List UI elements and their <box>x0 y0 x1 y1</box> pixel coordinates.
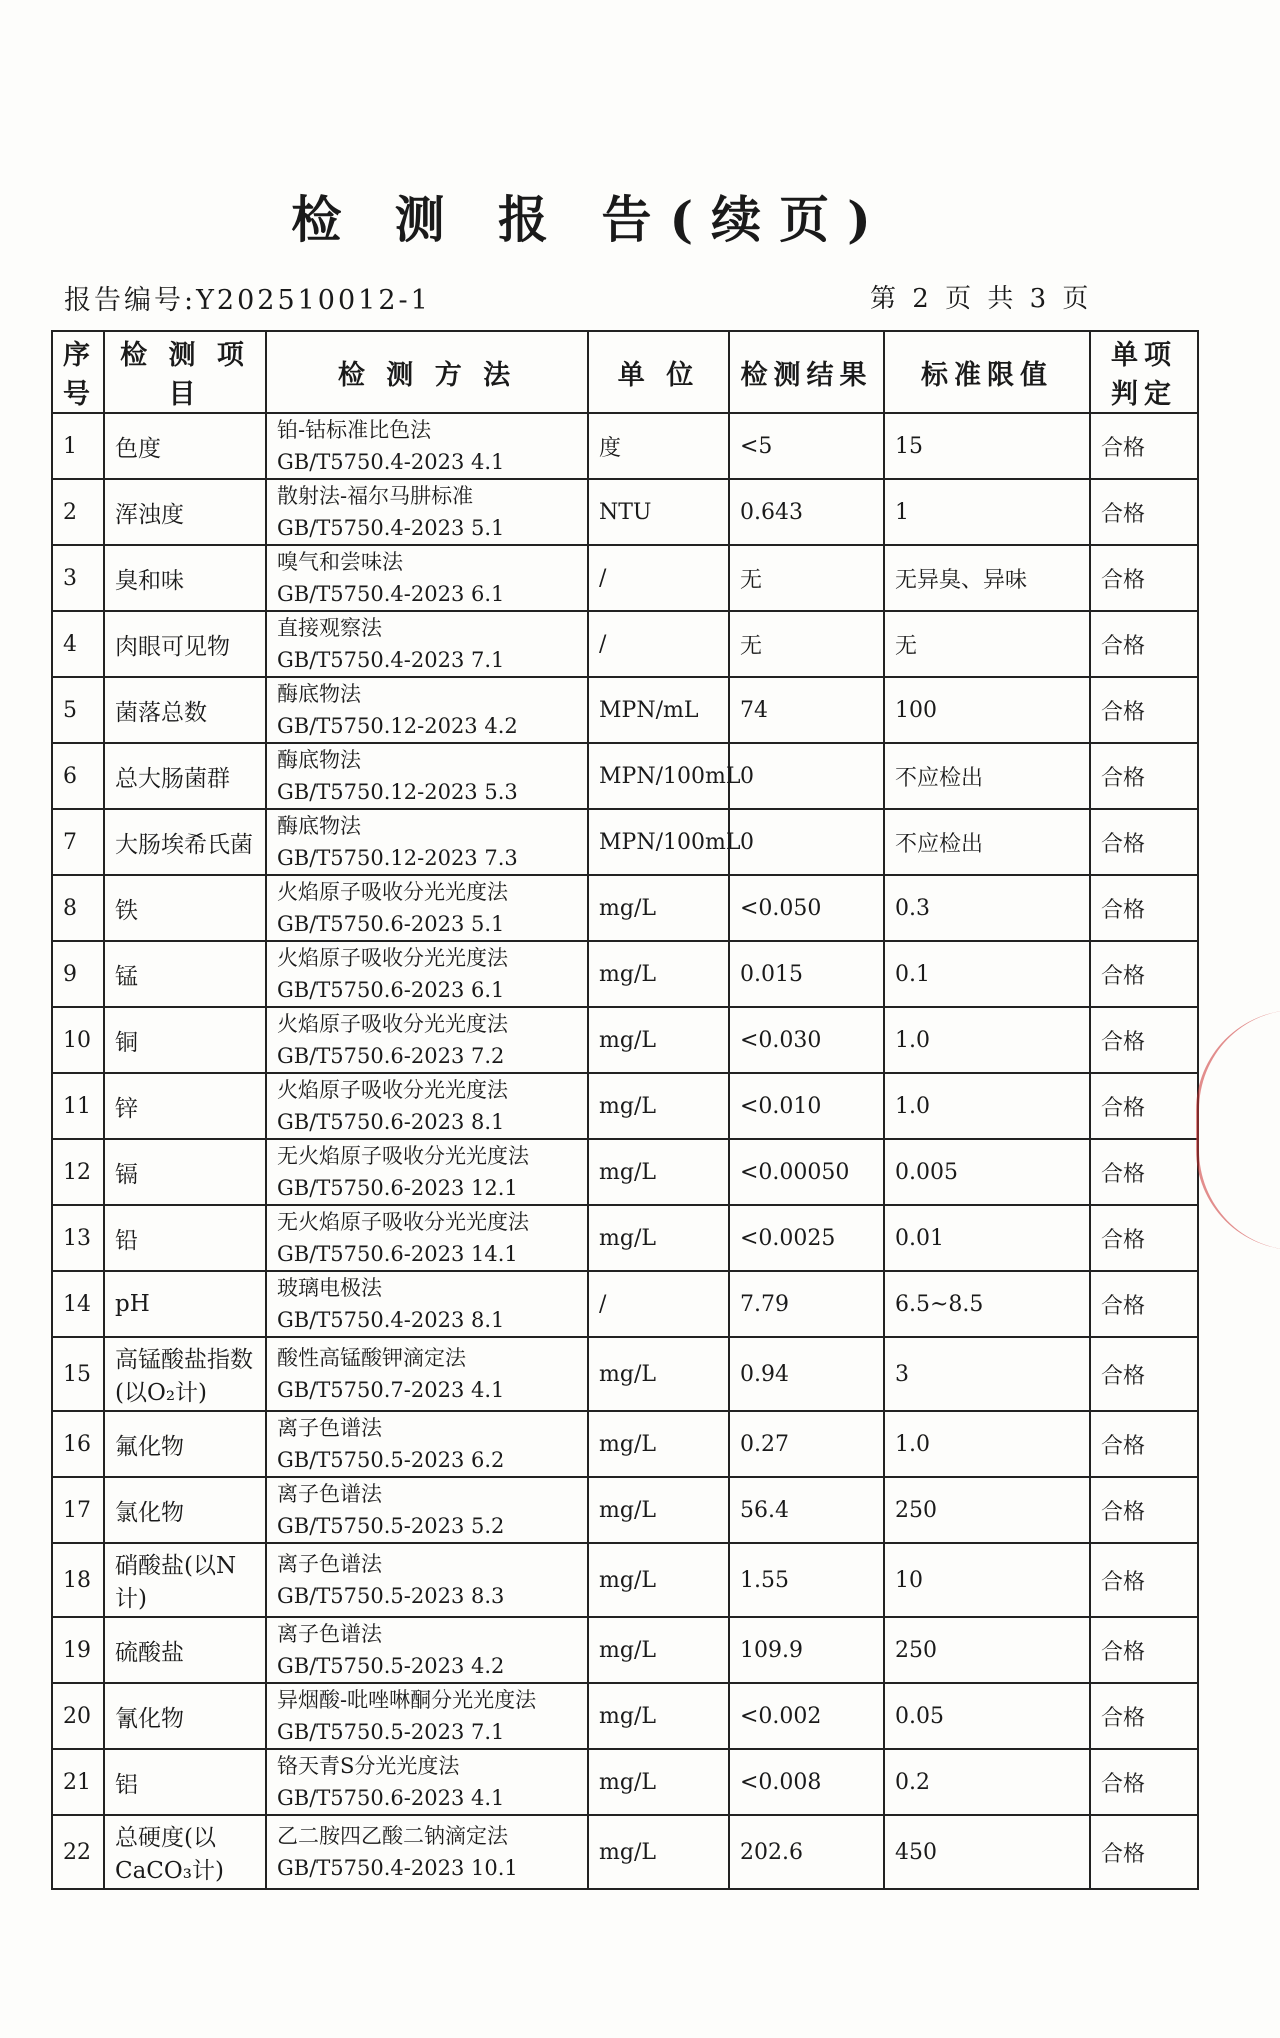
cell-item: 铁 <box>104 875 266 941</box>
cell-judge: 合格 <box>1090 1271 1198 1337</box>
col-header-limit: 标准限值 <box>884 331 1090 413</box>
table-row <box>52 1477 1198 1543</box>
cell-result: <0.050 <box>729 875 884 941</box>
cell-no: 9 <box>52 941 104 1007</box>
table-row <box>52 1073 1198 1139</box>
col-header-item: 检 测 项 目 <box>104 331 266 413</box>
cell-method <box>266 1543 588 1617</box>
method-standard: GB/T5750.5-2023 8.3 <box>277 1584 505 1608</box>
cell-method <box>266 413 588 479</box>
cell-no: 7 <box>52 809 104 875</box>
method-standard: GB/T5750.6-2023 4.1 <box>277 1786 505 1810</box>
table-row <box>52 809 1198 875</box>
method-name: 离子色谱法 <box>277 1552 382 1576</box>
cell-unit: / <box>588 545 729 611</box>
table-row <box>52 1271 1198 1337</box>
cell-unit: mg/L <box>588 1139 729 1205</box>
cell-limit: 不应检出 <box>884 809 1090 875</box>
cell-item: 浑浊度 <box>104 479 266 545</box>
table-row <box>52 611 1198 677</box>
cell-unit: mg/L <box>588 1543 729 1617</box>
method-standard: GB/T5750.5-2023 5.2 <box>277 1514 505 1538</box>
cell-judge: 合格 <box>1090 941 1198 1007</box>
cell-item: 硫酸盐 <box>104 1617 266 1683</box>
cell-no: 4 <box>52 611 104 677</box>
method-standard: GB/T5750.6-2023 12.1 <box>277 1176 518 1200</box>
cell-result: <5 <box>729 413 884 479</box>
col-header-no: 序号 <box>52 331 104 413</box>
cell-unit: mg/L <box>588 941 729 1007</box>
cell-method <box>266 809 588 875</box>
cell-unit: mg/L <box>588 1337 729 1411</box>
cell-judge: 合格 <box>1090 413 1198 479</box>
table-row <box>52 413 1198 479</box>
cell-no: 13 <box>52 1205 104 1271</box>
cell-judge: 合格 <box>1090 809 1198 875</box>
cell-limit: 1.0 <box>884 1007 1090 1073</box>
cell-result: 0 <box>729 809 884 875</box>
method-name: 直接观察法 <box>277 616 382 640</box>
cell-judge: 合格 <box>1090 677 1198 743</box>
cell-item: 锰 <box>104 941 266 1007</box>
cell-item: 色度 <box>104 413 266 479</box>
cell-unit: mg/L <box>588 1073 729 1139</box>
results-table <box>51 330 1199 1890</box>
cell-method <box>266 545 588 611</box>
cell-judge: 合格 <box>1090 1477 1198 1543</box>
method-name: 火焰原子吸收分光光度法 <box>277 880 508 904</box>
method-standard: GB/T5750.5-2023 4.2 <box>277 1654 505 1678</box>
cell-method <box>266 1815 588 1889</box>
cell-unit: mg/L <box>588 1205 729 1271</box>
cell-item: 大肠埃希氏菌 <box>104 809 266 875</box>
col-header-method: 检 测 方 法 <box>266 331 588 413</box>
cell-method <box>266 941 588 1007</box>
cell-result: <0.002 <box>729 1683 884 1749</box>
cell-item: 硝酸盐(以N计) <box>104 1543 266 1617</box>
cell-result: 0.94 <box>729 1337 884 1411</box>
cell-item: 高锰酸盐指数(以O₂计) <box>104 1337 266 1411</box>
method-name: 无火焰原子吸收分光光度法 <box>277 1210 529 1234</box>
cell-method <box>266 1683 588 1749</box>
method-standard: GB/T5750.7-2023 4.1 <box>277 1378 505 1402</box>
cell-no: 19 <box>52 1617 104 1683</box>
cell-method <box>266 743 588 809</box>
cell-no: 14 <box>52 1271 104 1337</box>
cell-method <box>266 677 588 743</box>
method-name: 铂-钴标准比色法 <box>277 418 432 442</box>
cell-no: 6 <box>52 743 104 809</box>
cell-limit: 3 <box>884 1337 1090 1411</box>
method-standard: GB/T5750.12-2023 7.3 <box>277 846 518 870</box>
col-header-judge: 单项判定 <box>1090 331 1198 413</box>
cell-unit: mg/L <box>588 1007 729 1073</box>
method-standard: GB/T5750.6-2023 6.1 <box>277 978 505 1002</box>
cell-judge: 合格 <box>1090 1411 1198 1477</box>
method-standard: GB/T5750.6-2023 5.1 <box>277 912 505 936</box>
method-name: 异烟酸-吡唑啉酮分光光度法 <box>277 1688 537 1712</box>
cell-result: 109.9 <box>729 1617 884 1683</box>
table-body <box>52 413 1198 1889</box>
table-row <box>52 743 1198 809</box>
cell-method <box>266 1477 588 1543</box>
cell-result: <0.010 <box>729 1073 884 1139</box>
method-name: 离子色谱法 <box>277 1482 382 1506</box>
method-name: 火焰原子吸收分光光度法 <box>277 946 508 970</box>
cell-judge: 合格 <box>1090 1337 1198 1411</box>
method-standard: GB/T5750.6-2023 14.1 <box>277 1242 518 1266</box>
cell-no: 18 <box>52 1543 104 1617</box>
table-row <box>52 1411 1198 1477</box>
cell-judge: 合格 <box>1090 743 1198 809</box>
cell-judge: 合格 <box>1090 479 1198 545</box>
cell-result: <0.00050 <box>729 1139 884 1205</box>
cell-limit: 250 <box>884 1617 1090 1683</box>
cell-judge: 合格 <box>1090 1073 1198 1139</box>
cell-no: 3 <box>52 545 104 611</box>
cell-no: 21 <box>52 1749 104 1815</box>
method-standard: GB/T5750.4-2023 5.1 <box>277 516 505 540</box>
cell-method <box>266 479 588 545</box>
cell-no: 22 <box>52 1815 104 1889</box>
cell-no: 5 <box>52 677 104 743</box>
cell-result: <0.008 <box>729 1749 884 1815</box>
cell-judge: 合格 <box>1090 1617 1198 1683</box>
cell-method <box>266 1073 588 1139</box>
cell-judge: 合格 <box>1090 1683 1198 1749</box>
cell-no: 2 <box>52 479 104 545</box>
cell-unit: mg/L <box>588 1617 729 1683</box>
cell-judge: 合格 <box>1090 875 1198 941</box>
method-standard: GB/T5750.4-2023 7.1 <box>277 648 505 672</box>
method-name: 散射法-福尔马肼标准 <box>277 484 474 508</box>
cell-unit: MPN/mL <box>588 677 729 743</box>
cell-item: 菌落总数 <box>104 677 266 743</box>
cell-item: 氰化物 <box>104 1683 266 1749</box>
method-standard: GB/T5750.12-2023 4.2 <box>277 714 518 738</box>
cell-item: 氟化物 <box>104 1411 266 1477</box>
table-row <box>52 941 1198 1007</box>
cell-unit: mg/L <box>588 1477 729 1543</box>
method-name: 酶底物法 <box>277 682 361 706</box>
method-name: 酶底物法 <box>277 814 361 838</box>
method-name: 铬天青S分光光度法 <box>277 1754 460 1778</box>
table-row <box>52 1007 1198 1073</box>
cell-result: 0.643 <box>729 479 884 545</box>
cell-unit: mg/L <box>588 1411 729 1477</box>
table-row <box>52 1617 1198 1683</box>
cell-no: 11 <box>52 1073 104 1139</box>
cell-result: 7.79 <box>729 1271 884 1337</box>
cell-result: 202.6 <box>729 1815 884 1889</box>
table-row <box>52 1683 1198 1749</box>
cell-result: <0.0025 <box>729 1205 884 1271</box>
cell-judge: 合格 <box>1090 545 1198 611</box>
cell-no: 15 <box>52 1337 104 1411</box>
method-standard: GB/T5750.6-2023 7.2 <box>277 1044 505 1068</box>
method-name: 酶底物法 <box>277 748 361 772</box>
cell-limit: 10 <box>884 1543 1090 1617</box>
cell-unit: mg/L <box>588 1683 729 1749</box>
cell-unit: MPN/100mL <box>588 743 729 809</box>
cell-result: 74 <box>729 677 884 743</box>
cell-limit: 0.05 <box>884 1683 1090 1749</box>
method-standard: GB/T5750.5-2023 6.2 <box>277 1448 505 1472</box>
cell-item: 锌 <box>104 1073 266 1139</box>
cell-limit: 1.0 <box>884 1073 1090 1139</box>
method-standard: GB/T5750.4-2023 10.1 <box>277 1856 518 1880</box>
cell-limit: 250 <box>884 1477 1090 1543</box>
cell-judge: 合格 <box>1090 1543 1198 1617</box>
cell-method <box>266 875 588 941</box>
cell-item: 臭和味 <box>104 545 266 611</box>
method-name: 火焰原子吸收分光光度法 <box>277 1078 508 1102</box>
cell-unit: / <box>588 1271 729 1337</box>
report-title: 检 测 报 告(续页) <box>291 190 889 249</box>
table-row <box>52 1337 1198 1411</box>
cell-limit: 无异臭、异味 <box>884 545 1090 611</box>
cell-judge: 合格 <box>1090 1205 1198 1271</box>
cell-item: 总硬度(以CaCO₃计) <box>104 1815 266 1889</box>
cell-unit: mg/L <box>588 875 729 941</box>
method-name: 酸性高锰酸钾滴定法 <box>277 1346 466 1370</box>
method-name: 玻璃电极法 <box>277 1276 382 1300</box>
table-row <box>52 1749 1198 1815</box>
cell-unit: 度 <box>588 413 729 479</box>
method-name: 嗅气和尝味法 <box>277 550 403 574</box>
col-header-result: 检测结果 <box>729 331 884 413</box>
cell-method <box>266 1337 588 1411</box>
cell-no: 10 <box>52 1007 104 1073</box>
cell-no: 12 <box>52 1139 104 1205</box>
cell-unit: mg/L <box>588 1815 729 1889</box>
cell-item: 氯化物 <box>104 1477 266 1543</box>
method-standard: GB/T5750.4-2023 4.1 <box>277 450 505 474</box>
cell-item: 肉眼可见物 <box>104 611 266 677</box>
cell-limit: 无 <box>884 611 1090 677</box>
cell-result: 0.015 <box>729 941 884 1007</box>
cell-no: 1 <box>52 413 104 479</box>
cell-method <box>266 1007 588 1073</box>
cell-unit: MPN/100mL <box>588 809 729 875</box>
cell-result: <0.030 <box>729 1007 884 1073</box>
table-row <box>52 1815 1198 1889</box>
cell-unit: mg/L <box>588 1749 729 1815</box>
cell-unit: / <box>588 611 729 677</box>
cell-judge: 合格 <box>1090 1749 1198 1815</box>
method-name: 离子色谱法 <box>277 1622 382 1646</box>
cell-judge: 合格 <box>1090 1007 1198 1073</box>
cell-limit: 不应检出 <box>884 743 1090 809</box>
cell-method <box>266 1749 588 1815</box>
cell-result: 0.27 <box>729 1411 884 1477</box>
cell-method <box>266 1271 588 1337</box>
cell-limit: 0.01 <box>884 1205 1090 1271</box>
cell-item: 总大肠菌群 <box>104 743 266 809</box>
cell-limit: 0.3 <box>884 875 1090 941</box>
method-standard: GB/T5750.4-2023 6.1 <box>277 582 505 606</box>
seal-stamp <box>1196 1010 1280 1250</box>
cell-limit: 0.2 <box>884 1749 1090 1815</box>
table-row <box>52 1543 1198 1617</box>
cell-no: 8 <box>52 875 104 941</box>
method-name: 无火焰原子吸收分光光度法 <box>277 1144 529 1168</box>
report-number: 报告编号:Y202510012-1 <box>64 285 431 316</box>
method-name: 火焰原子吸收分光光度法 <box>277 1012 508 1036</box>
cell-limit: 0.1 <box>884 941 1090 1007</box>
table-row <box>52 677 1198 743</box>
cell-result: 56.4 <box>729 1477 884 1543</box>
cell-judge: 合格 <box>1090 611 1198 677</box>
table-row <box>52 875 1198 941</box>
table-row <box>52 1205 1198 1271</box>
table-header-row <box>52 331 1198 413</box>
method-standard: GB/T5750.4-2023 8.1 <box>277 1308 505 1332</box>
table-row <box>52 545 1198 611</box>
cell-limit: 450 <box>884 1815 1090 1889</box>
method-name: 乙二胺四乙酸二钠滴定法 <box>277 1824 508 1848</box>
cell-method <box>266 1411 588 1477</box>
cell-limit: 15 <box>884 413 1090 479</box>
cell-limit: 0.005 <box>884 1139 1090 1205</box>
cell-result: 无 <box>729 611 884 677</box>
col-header-unit: 单 位 <box>588 331 729 413</box>
cell-method <box>266 1139 588 1205</box>
cell-result: 1.55 <box>729 1543 884 1617</box>
cell-item: 铅 <box>104 1205 266 1271</box>
cell-limit: 6.5~8.5 <box>884 1271 1090 1337</box>
table-row <box>52 1139 1198 1205</box>
table-row <box>52 479 1198 545</box>
cell-judge: 合格 <box>1090 1815 1198 1889</box>
cell-limit: 1.0 <box>884 1411 1090 1477</box>
cell-item: pH <box>104 1271 266 1337</box>
cell-method <box>266 611 588 677</box>
cell-item: 铝 <box>104 1749 266 1815</box>
method-standard: GB/T5750.12-2023 5.3 <box>277 780 518 804</box>
method-standard: GB/T5750.6-2023 8.1 <box>277 1110 505 1134</box>
cell-item: 铜 <box>104 1007 266 1073</box>
method-name: 离子色谱法 <box>277 1416 382 1440</box>
cell-no: 17 <box>52 1477 104 1543</box>
cell-result: 无 <box>729 545 884 611</box>
page-info: 第 2 页 共 3 页 <box>870 284 1093 314</box>
cell-method <box>266 1205 588 1271</box>
cell-limit: 100 <box>884 677 1090 743</box>
cell-no: 20 <box>52 1683 104 1749</box>
cell-result: 0 <box>729 743 884 809</box>
method-standard: GB/T5750.5-2023 7.1 <box>277 1720 505 1744</box>
cell-unit: NTU <box>588 479 729 545</box>
cell-limit: 1 <box>884 479 1090 545</box>
cell-method <box>266 1617 588 1683</box>
cell-judge: 合格 <box>1090 1139 1198 1205</box>
cell-no: 16 <box>52 1411 104 1477</box>
cell-item: 镉 <box>104 1139 266 1205</box>
